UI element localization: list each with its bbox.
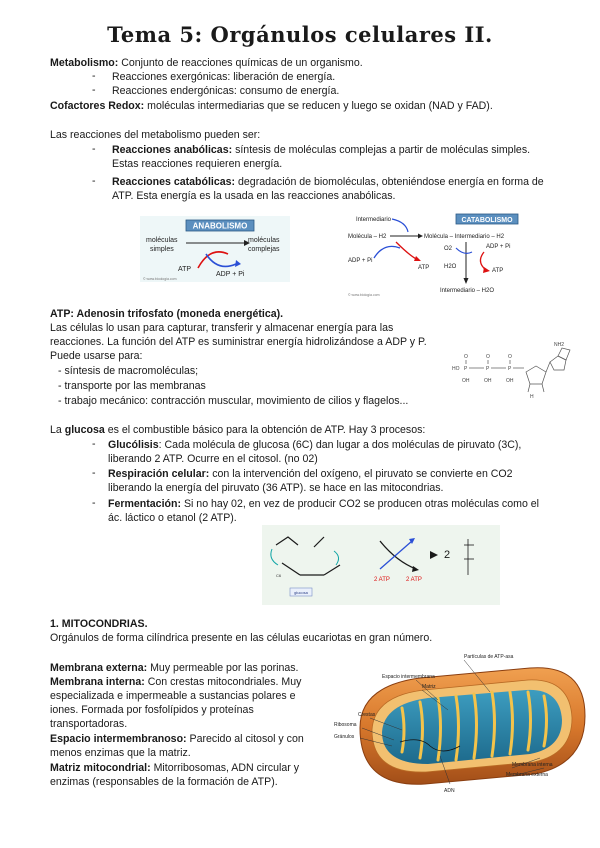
espacio-line-1	[50, 732, 304, 746]
anab-left-1: moléculas	[146, 237, 178, 244]
metabolismo-definition	[50, 56, 363, 70]
fermentacion-line-2: ác. láctico o etanol (2 ATP).	[108, 512, 237, 524]
atp-o3: O	[508, 354, 512, 360]
anabolismo-diagram	[140, 216, 290, 282]
atp-oh1: OH	[462, 378, 470, 384]
membrana-externa-def: Muy permeable por las porinas.	[147, 662, 299, 674]
membrana-interna-line-2: especializada e impermeable a sustancias polares e	[50, 690, 296, 702]
bullet-dash: -	[92, 497, 96, 509]
cofactores-definition	[50, 99, 493, 113]
catabolicas-def-1: degradación de biomoléculas, obteniéndose energía en forma de	[235, 176, 544, 188]
glucolisis-c6: C6	[276, 573, 282, 578]
glucolisis-def-1: : Cada molécula de glucosa (6C) dan lugar a dos moléculas de piruvato (3C),	[158, 439, 522, 451]
bullet-dash: -	[92, 143, 96, 155]
metabolismo-term: Metabolismo:	[50, 57, 119, 69]
list-item: - síntesis de macromoléculas;	[58, 365, 199, 377]
anab-credit: © www.bioologia.com	[143, 277, 177, 281]
membrana-interna-line-1	[50, 675, 301, 689]
cat-credit: © www.biologia.com	[348, 293, 380, 297]
atp-p1: P	[464, 366, 468, 372]
matriz-term: Matriz mitocondrial:	[50, 762, 151, 774]
catabolicas-term: Reacciones catabólicas:	[112, 176, 236, 188]
mitocondrias-intro: Orgánulos de forma cilíndrica presente en las células eucariotas en gran número.	[50, 632, 433, 644]
bullet-dash: -	[92, 175, 96, 187]
glucolisis-atp-2: 2 ATP	[406, 577, 422, 583]
catabolicas-line-2: ATP. Esta energía es la usada en las reacciones anabólicas.	[112, 190, 396, 202]
anab-atp: ATP	[178, 266, 192, 273]
cat-atp-left: ATP	[418, 265, 430, 271]
reacciones-intro: Las reacciones del metabolismo pueden ser:	[50, 129, 261, 141]
matriz-line-1	[50, 761, 299, 775]
cofactores-def: moléculas intermediarias que se reducen y luego se oxidan (NAD y FAD).	[144, 100, 493, 112]
atp-structure-diagram	[450, 338, 575, 400]
atp-line-3: Puede usarse para:	[50, 350, 143, 362]
espacio-term: Espacio intermembranoso:	[50, 733, 187, 745]
respiracion-line-2: liberando la energía del piruvato (36 ATP). se hace en las mitocondrias.	[108, 482, 444, 494]
cat-adp-left: ADP + Pi	[348, 258, 373, 264]
fermentacion-term: Fermentación:	[108, 498, 181, 510]
glucolisis-atp-1: 2 ATP	[374, 577, 390, 583]
matriz-def-1: Mitorribosomas, ADN circular y	[150, 762, 299, 774]
glucolisis-line-1	[108, 438, 563, 452]
catabolicas-line-1	[112, 175, 544, 189]
fermentacion-def-1: Si no hay 02, en vez de producir CO2 se producen otras moléculas como el	[181, 498, 540, 510]
bullet-dash: -	[92, 70, 96, 82]
anabolicas-line-2: Estas reacciones requieren energía.	[112, 158, 283, 170]
mitocondrias-heading: 1. MITOCONDRIAS.	[50, 618, 148, 630]
page-title: Tema 5: Orgánulos celulares II.	[107, 22, 493, 47]
membrana-externa-line	[50, 661, 299, 675]
atp-oh3: OH	[506, 378, 514, 384]
membrana-interna-line-4: transportadoras.	[50, 718, 128, 730]
glucolisis-two: 2	[444, 549, 451, 561]
membrana-interna-def-1: Con crestas mitocondriales. Muy	[144, 676, 302, 688]
glucolisis-term: Glucólisis	[108, 439, 159, 451]
atp-o2: O	[486, 354, 490, 360]
respiracion-line-1	[108, 467, 563, 481]
atp-p2: P	[486, 366, 490, 372]
cat-mol-left: Molécula – H2	[348, 234, 387, 240]
label-granulos: Gránulos	[334, 734, 355, 740]
label-espacio: Espacio intermembrana	[382, 674, 435, 680]
atp-line-2: reacciones. La función del ATP es suministrar energía hidrolizándose a ADP y P.	[50, 336, 427, 348]
anabolicas-line-1	[112, 143, 530, 157]
label-membrana-externa: Membrana externa	[506, 772, 548, 778]
anab-adp: ADP + Pi	[216, 271, 245, 278]
metabolismo-def: Conjunto de reacciones químicas de un organismo.	[118, 57, 363, 69]
anabolismo-label: ANABOLISMO	[192, 221, 248, 231]
respiracion-def-1: con la intervención del oxígeno, el piruvato se convierte en CO2	[209, 468, 513, 480]
bullet-dash: -	[92, 84, 96, 96]
cofactores-term: Cofactores Redox:	[50, 100, 145, 112]
label-adn: ADN	[444, 788, 455, 794]
fermentacion-line-1	[108, 497, 563, 511]
cat-adp-right: ADP + Pi	[486, 244, 511, 250]
atp-p3: P	[508, 366, 512, 372]
anabolicas-term: Reacciones anabólicas:	[112, 144, 233, 156]
glucolisis-box-label: glucosa	[294, 590, 308, 595]
list-item: Reacciones exergónicas: liberación de energía.	[112, 71, 336, 83]
glucosa-intro	[50, 423, 425, 437]
atp-h: H	[530, 394, 534, 400]
label-matriz: Matriz	[422, 684, 436, 690]
list-item: - trabajo mecánico: contracción muscular, movimiento de cilios y flagelos...	[58, 395, 409, 407]
glucosa-post: es el combustible básico para la obtención de ATP. Hay 3 procesos:	[104, 424, 426, 436]
respiracion-term: Respiración celular:	[108, 468, 210, 480]
anab-left-2: simples	[150, 246, 174, 253]
membrana-interna-line-3: iones. Formada por fosfolípidos y proteínas	[50, 704, 254, 716]
label-ribosoma: Ribosoma	[334, 722, 357, 728]
label-atpasa: Partículas de ATP-asa	[464, 654, 514, 660]
anabolicas-def-1: síntesis de moléculas complejas a partir de moléculas simples.	[232, 144, 531, 156]
membrana-interna-term: Membrana interna:	[50, 676, 145, 688]
glucosa-pre: La	[50, 424, 65, 436]
label-crestas: Crestas	[358, 712, 376, 718]
bullet-dash: -	[92, 467, 96, 479]
espacio-line-2: menos enzimas que la matriz.	[50, 747, 191, 759]
glucolisis-diagram	[262, 525, 500, 605]
catabolismo-label: CATABOLISMO	[461, 217, 513, 224]
atp-heading: ATP: Adenosin trifosfato (moneda energética).	[50, 308, 284, 320]
cat-mol-right: Molécula – Intermediario – H2	[424, 234, 505, 240]
atp-oh2: OH	[484, 378, 492, 384]
atp-nh2: NH2	[554, 342, 565, 348]
cat-bottom: Intermediario – H2O	[440, 288, 495, 294]
bullet-dash: -	[92, 438, 96, 450]
anab-right-1: moléculas	[248, 237, 280, 244]
cat-h2o: H2O	[444, 264, 457, 270]
atp-ho: HO	[452, 366, 460, 372]
catabolismo-diagram	[344, 212, 532, 298]
glucolisis-line-2: liberando 2 ATP. Ocurre en el citosol. (no 02)	[108, 453, 318, 465]
cat-atp-right: ATP	[492, 268, 504, 274]
cat-o2: O2	[444, 246, 453, 252]
mitocondria-diagram	[330, 646, 595, 796]
glucosa-term: glucosa	[64, 424, 105, 436]
label-membrana-interna: Membrana interna	[512, 762, 553, 768]
atp-line-1: Las células lo usan para capturar, transferir y almacenar energía para las	[50, 322, 394, 334]
espacio-def-1: Parecido al citosol y con	[186, 733, 304, 745]
atp-o1: O	[464, 354, 468, 360]
anab-right-2: complejas	[248, 246, 280, 253]
cat-inter: Intermediario	[356, 217, 392, 223]
membrana-externa-term: Membrana externa:	[50, 662, 148, 674]
list-item: - transporte por las membranas	[58, 380, 206, 392]
matriz-line-2: enzimas (responsables de la formación de ATP).	[50, 776, 278, 788]
list-item: Reacciones endergónicas: consumo de energía.	[112, 85, 340, 97]
